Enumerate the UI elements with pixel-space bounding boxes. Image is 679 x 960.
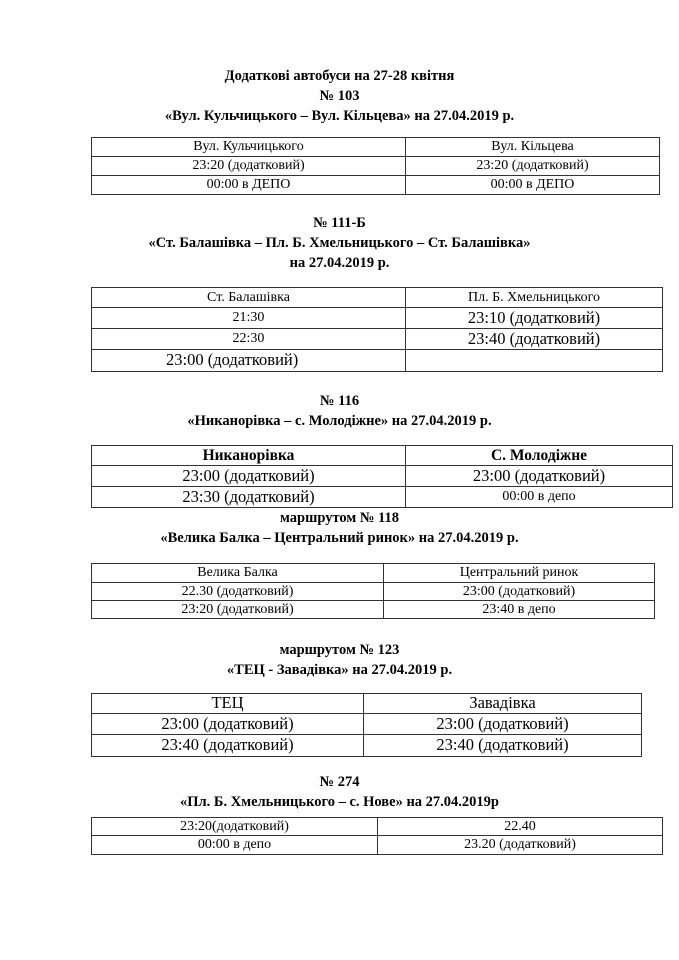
route-number: № 111-Б (313, 215, 366, 231)
table-cell: 23:30 (додатковий) (92, 487, 406, 508)
table-cell: 21:30 (92, 308, 406, 329)
route-name: «Вул. Кульчицького – Вул. Кільцева» на 27.04.2019 р. (164, 108, 515, 124)
table-row (92, 157, 660, 176)
schedule-table-118 (91, 563, 655, 619)
schedule-table-123 (91, 693, 642, 757)
column-header: Вул. Кульчицького (92, 138, 406, 157)
route-number: № 116 (319, 393, 360, 409)
table-cell: 22.30 (додатковий) (92, 583, 384, 601)
table-row (92, 176, 660, 195)
table-cell: 23:20 (додатковий) (92, 601, 384, 619)
table-header-row (92, 138, 660, 157)
header-route-116 (0, 391, 679, 431)
table-cell: 23:00 (додатковий) (406, 466, 673, 487)
table-row (92, 601, 655, 619)
table-header-row (92, 694, 642, 714)
table-row (92, 714, 642, 735)
table-cell: 22:30 (92, 329, 406, 350)
column-header: ТЕЦ (92, 694, 364, 714)
column-header: Велика Балка (92, 564, 384, 583)
schedule-table-116 (91, 445, 673, 508)
table-row (92, 308, 663, 329)
table-cell: 00:00 в депо (92, 836, 378, 855)
table-row (92, 836, 663, 855)
table-cell: 23:00 (додатковий) (384, 583, 655, 601)
column-header: С. Молодіжне (406, 446, 673, 466)
schedule-table-274 (91, 817, 663, 855)
route-name: «Пл. Б. Хмельницького – с. Нове» на 27.04.2019р (180, 794, 499, 810)
document-title: Додаткові автобуси на 27-28 квітня (224, 68, 455, 84)
route-date: на 27.04.2019 р. (289, 255, 390, 271)
route-number: № 274 (319, 774, 360, 790)
route-name: «Велика Балка – Центральний ринок» на 27.04.2019 р. (160, 530, 519, 546)
route-name: «Никанорівка – с. Молодіжне» на 27.04.2019 р. (187, 413, 492, 429)
table-row (92, 329, 663, 350)
header-route-103 (0, 66, 679, 126)
header-route-274 (0, 772, 679, 812)
route-number: маршрутом № 118 (279, 510, 399, 526)
table-cell: 23:00 (додатковий) (92, 466, 406, 487)
column-header: Пл. Б. Хмельницького (406, 288, 663, 308)
table-cell: 23:10 (додатковий) (406, 308, 663, 329)
column-header: Никанорівка (92, 446, 406, 466)
table-cell: 23:40 в депо (384, 601, 655, 619)
table-header-row (92, 288, 663, 308)
table-cell: 23.20 (додатковий) (378, 836, 663, 855)
route-name: «ТЕЦ - Завадівка» на 27.04.2019 р. (226, 662, 453, 678)
table-cell: 23:40 (додатковий) (364, 735, 642, 757)
table-row (92, 583, 655, 601)
table-header-row (92, 446, 673, 466)
column-header: Центральний ринок (384, 564, 655, 583)
header-route-123 (0, 640, 679, 680)
table-cell: 23:40 (додатковий) (92, 735, 364, 757)
table-cell: 23:00 (додатковий) (92, 714, 364, 735)
table-cell: 23:20(додатковий) (92, 818, 378, 836)
table-cell: 23:00 (додатковий) (364, 714, 642, 735)
table-row (92, 350, 663, 372)
table-row (92, 735, 642, 757)
table-row (92, 466, 673, 487)
table-cell: 23:00 (додатковий) (92, 350, 406, 372)
table-cell: 23:20 (додатковий) (92, 157, 406, 176)
table-cell: 22.40 (378, 818, 663, 836)
table-cell: 23:40 (додатковий) (406, 329, 663, 350)
column-header: Завадівка (364, 694, 642, 714)
column-header: Ст. Балашівка (92, 288, 406, 308)
table-cell: 23:20 (додатковий) (406, 157, 660, 176)
schedule-table-103 (91, 137, 660, 195)
table-cell: 00:00 в ДЕПО (406, 176, 660, 195)
route-number: маршрутом № 123 (279, 642, 400, 658)
table-cell: 00:00 в ДЕПО (92, 176, 406, 195)
column-header: Вул. Кільцева (406, 138, 660, 157)
header-route-111b (0, 213, 679, 273)
table-row (92, 487, 673, 508)
header-route-118 (0, 508, 679, 548)
route-name: «Ст. Балашівка – Пл. Б. Хмельницького – Ст. Балашівка» (148, 235, 531, 251)
schedule-table-111b (91, 287, 663, 372)
route-number: № 103 (319, 88, 360, 104)
table-header-row (92, 564, 655, 583)
table-cell: 00:00 в депо (406, 487, 673, 508)
table-cell (406, 350, 663, 372)
table-row (92, 818, 663, 836)
